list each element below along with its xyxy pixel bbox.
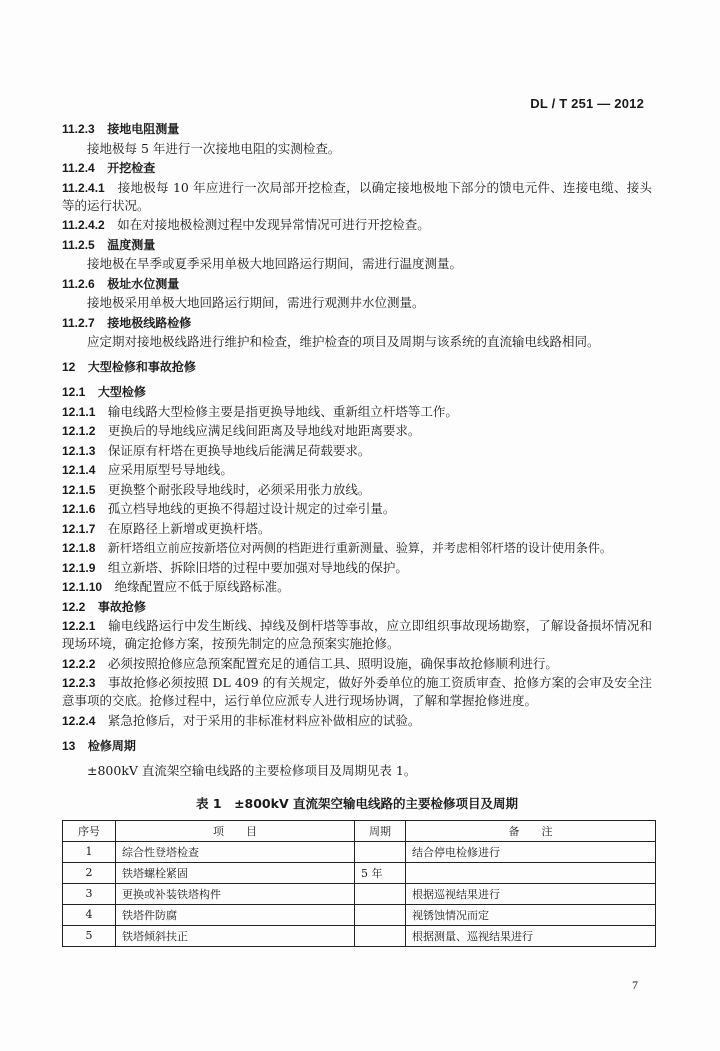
table-row: 4 铁塔件防腐 视锈蚀情况而定 bbox=[63, 904, 656, 925]
page-number: 7 bbox=[632, 978, 638, 992]
clause-text: 应定期对接地极线路进行维护和检查，维护检查的项目及周期与该系统的直流输电线路相同。 bbox=[87, 334, 600, 349]
table-caption: 表 1 ±800kV 直流架空输电线路的主要检修项目及周期 bbox=[196, 795, 518, 811]
clause-text: 12.2.2 必须按照抢修应急预案配置充足的通信工具、照明设施，确保事故抢修顺利进行。 bbox=[62, 655, 558, 671]
clause-text: 12.1.4 应采用原型号导地线。 bbox=[62, 462, 233, 477]
clause-text: 12.1.2 更换后的导地线应满足线间距离及导地线对地距离要求。 bbox=[62, 423, 421, 438]
clause-heading: 12.2 事故抢修 bbox=[62, 599, 146, 614]
clause-text: 12.1.1 输电线路大型检修主要是指更换导地线、重新组立杆塔等工作。 bbox=[62, 403, 458, 419]
clause-text: 12.2.1 输电线路运行中发生断线、掉线及倒杆塔等事故，应立即组织事故现场勘察，了解设备损坏情况和现场环境，确定抢修方案，按预先制定的应急预案实施抢修。 bbox=[62, 618, 652, 651]
table-row: 1 综合性登塔检查 结合停电检修进行 bbox=[63, 841, 656, 862]
clause-text: ±800kV 直流架空输电线路的主要检修项目及周期见表 1。 bbox=[87, 762, 417, 778]
clause-text: 12.1.5 更换整个耐张段导地线时，必须采用张力放线。 bbox=[62, 481, 371, 497]
standard-code: DL / T 251 — 2012 bbox=[530, 96, 644, 111]
clause-text: 接地极每 5 年进行一次接地电阻的实测检查。 bbox=[87, 140, 341, 156]
clause-heading: 11.2.6 极址水位测量 bbox=[62, 276, 180, 291]
clause-text: 12.1.10 绝缘配置应不低于原线路标准。 bbox=[62, 579, 290, 594]
col-header: 项 目 bbox=[116, 820, 355, 841]
clause-text: 11.2.4.2 如在对接地极检测过程中发现异常情况可进行开挖检查。 bbox=[62, 217, 430, 232]
clause-text: 12.1.7 在原路径上新增或更换杆塔。 bbox=[62, 520, 271, 536]
clause-text: 12.1.6 孤立档导地线的更换不得超过设计规定的过牵引量。 bbox=[62, 501, 396, 516]
clause-heading: 11.2.4 开挖检查 bbox=[62, 161, 156, 175]
maintenance-table bbox=[62, 820, 656, 947]
clause-text: 接地极采用单极大地回路运行期间，需进行观测井水位测量。 bbox=[87, 295, 425, 310]
table-row: 2 铁塔螺栓紧固 5 年 bbox=[63, 862, 656, 883]
clause-text: 11.2.4.1 接地极每 10 年应进行一次局部开挖检查，以确定接地极地下部分的馈电元件、连接电缆、接头等的运行状况。 bbox=[62, 179, 652, 213]
clause-heading: 12.1 大型检修 bbox=[62, 385, 146, 399]
chapter-heading: 12 大型检修和事故抢修 bbox=[62, 360, 196, 374]
clause-text: 12.2.3 事故抢修必须按照 DL 409 的有关规定，做好外委单位的施工资质审查、抢修方案的会审及安全注意事项的交底。抢修过程中，运行单位应派专人进行现场协调，了解和掌握抢修进度。 bbox=[62, 675, 652, 708]
clause-heading: 11.2.5 温度测量 bbox=[62, 237, 156, 252]
table-row: 5 铁塔倾斜扶正 根据测量、巡视结果进行 bbox=[63, 925, 656, 946]
col-header: 序号 bbox=[63, 820, 116, 841]
clause-heading: 11.2.3 接地电阻测量 bbox=[62, 122, 180, 136]
clause-text: 12.1.8 新杆塔组立前应按新塔位对两侧的档距进行重新测量、验算，并考虑相邻杆塔的设计使用条件。 bbox=[62, 541, 612, 555]
clause-text: 12.1.3 保证原有杆塔在更换导地线后能满足荷载要求。 bbox=[62, 442, 371, 458]
clause-text: 12.1.9 组立新塔、拆除旧塔的过程中要加强对导地线的保护。 bbox=[62, 559, 408, 575]
chapter-heading: 13 检修周期 bbox=[62, 738, 136, 753]
col-header: 备 注 bbox=[406, 820, 656, 841]
table-header-row bbox=[63, 820, 656, 841]
clause-heading: 11.2.7 接地极线路检修 bbox=[62, 315, 192, 330]
clause-text: 12.2.4 紧急抢修后，对于采用的非标准材料应补做相应的试验。 bbox=[62, 712, 421, 728]
document-body bbox=[62, 120, 652, 947]
table-row: 3 更换或补装铁塔构件 根据巡视结果进行 bbox=[63, 883, 656, 904]
clause-text: 接地极在旱季或夏季采用单极大地回路运行期间，需进行温度测量。 bbox=[87, 256, 463, 271]
col-header: 周期 bbox=[355, 820, 406, 841]
